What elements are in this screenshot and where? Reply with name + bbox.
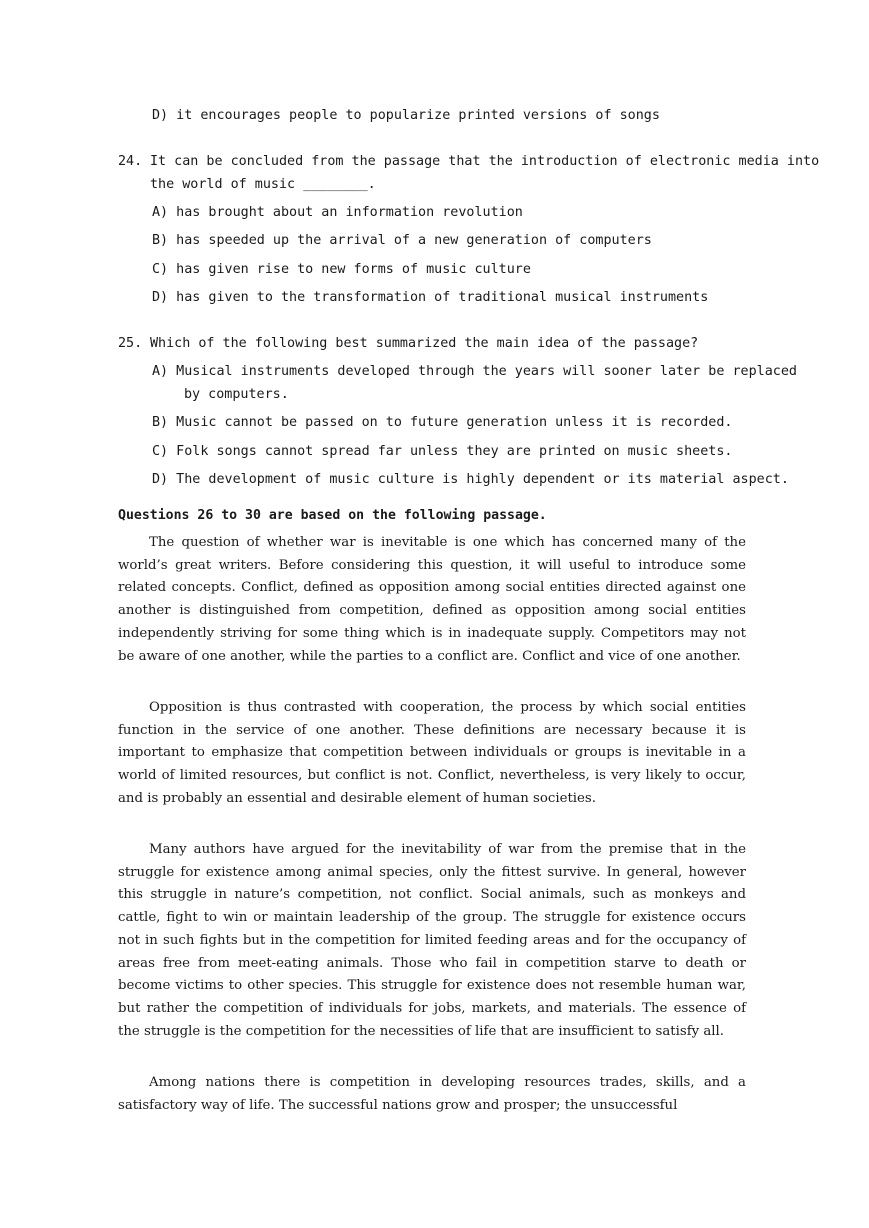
q24-option-b: B) has speeded up the arrival of a new generation of computers (152, 233, 652, 248)
q25-option-a-continued: by computers. (184, 387, 289, 402)
q25-number: 25. (118, 336, 143, 351)
q25-option-b: B) Music cannot be passed on to future generation unless it is recorded. (152, 415, 733, 430)
passage-paragraph-4: Among nations there is competition in developing resources trades, skills, and a satisfactory way of life. The successful nations grow and prosper; the unsuccessful (118, 1075, 746, 1113)
q24-stem-line1: It can be concluded from the passage that the introduction of electronic media into (150, 154, 820, 169)
passage-paragraph-3: Many authors have argued for the inevitability of war from the premise that in the struggle for existence among animal species, only the fittest survive. In general, however this struggle in nature’s competition, not conflict. Social animals, such as monkeys and cattle, fight to win or maintain leadership of the group. The struggle for existence occurs not in such fights but in the competition for limited feeding areas and for the occupancy of areas free from meet-eating animals. Those who fail in competition starve to death or become victims to other species. This struggle for existence does not resemble human war, but rather the competition of individuals for jobs, markets, and materials. The essence of the struggle is the competition for the necessities of life that are insufficient to satisfy all. (118, 842, 746, 1039)
q23-option-d: D) it encourages people to popularize printed versions of songs (152, 108, 660, 123)
q24-number: 24. (118, 154, 143, 169)
q24-option-d: D) has given to the transformation of traditional musical instruments (152, 290, 709, 305)
q24-option-c: C) has given rise to new forms of music culture (152, 262, 531, 277)
q25-option-a: A) Musical instruments developed through the years will sooner later be replaced (152, 364, 797, 379)
q25-option-d: D) The development of music culture is highly dependent or its material aspect. (152, 472, 789, 487)
q25-stem: Which of the following best summarized the main idea of the passage? (150, 336, 699, 351)
q24-option-a: A) has brought about an information revolution (152, 205, 523, 220)
q25-option-c: C) Folk songs cannot spread far unless they are printed on music sheets. (152, 444, 733, 459)
passage-paragraph-1: The question of whether war is inevitable is one which has concerned many of the world’s great writers. Before considering this question, it will useful to introduce some related concepts. Conflict, defined as opposition among social entities directed against one another is distinguished from competition, defined as opposition among social entities independently striving for some thing which is in inadequate supply. Competitors may not be aware of one another, while the parties to a conflict are. Conflict and vice of one another. (118, 535, 746, 664)
passage-heading: Questions 26 to 30 are based on the following passage. (118, 508, 547, 523)
q24-stem-line2: the world of music ________. (150, 177, 376, 192)
passage-paragraph-2: Opposition is thus contrasted with cooperation, the process by which social entities function in the service of one another. These definitions are necessary because it is important to emphasize that competition between individuals or groups is inevitable in a world of limited resources, but conflict is not. Conflict, nevertheless, is very likely to occur, and is probably an essential and desirable element of human societies. (118, 700, 746, 806)
